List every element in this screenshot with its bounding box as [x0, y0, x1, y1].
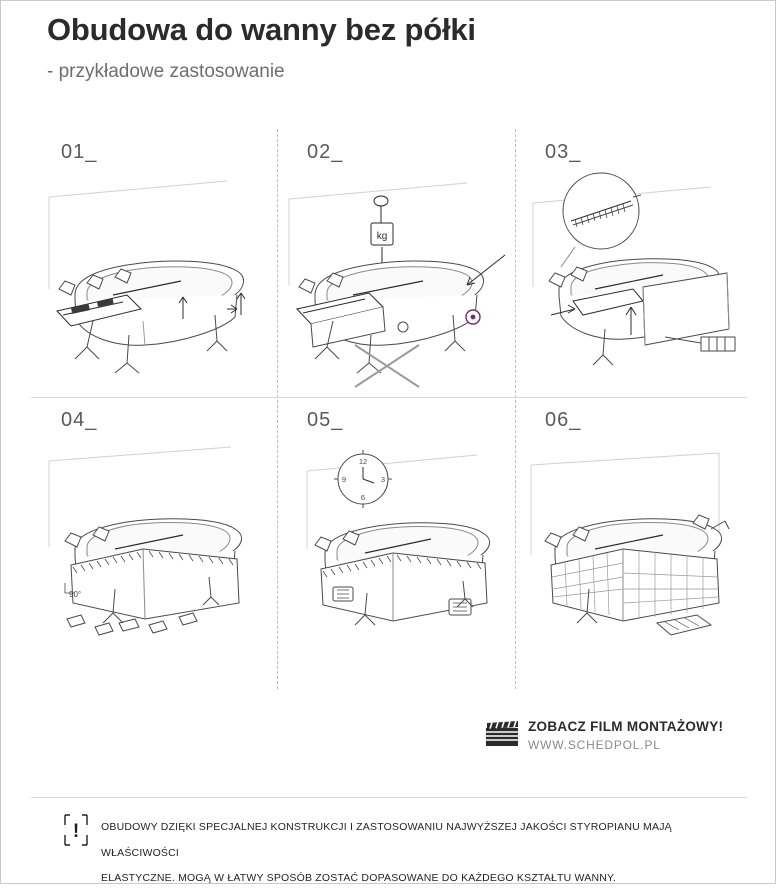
weight-icon — [371, 196, 393, 273]
footer-note-text — [101, 813, 747, 892]
step-number-02: 02_ — [307, 141, 344, 163]
svg-text:90°: 90° — [69, 590, 82, 599]
footer-note-line-1: OBUDOWY DZIĘKI SPECJALNEJ KONSTRUKCJI I ZASTOSOWANIU NAJWYŻSZEJ JAKOŚCI STYROPIANU MAJĄ WŁAŚCIWOŚCI — [101, 821, 672, 859]
footer-note — [63, 813, 747, 892]
page-header — [47, 13, 747, 83]
steps-grid — [31, 129, 747, 689]
step-illustration-02 — [277, 169, 515, 394]
step-cell-04 — [31, 397, 269, 665]
step-cell-01 — [31, 129, 269, 397]
film-clapper-icon — [485, 721, 519, 747]
step-cell-03 — [515, 129, 753, 397]
page-title: Obudowa do wanny bez półki — [47, 12, 476, 47]
clock-icon — [334, 450, 392, 508]
step-number-01: 01_ — [61, 141, 98, 163]
svg-text:kg: kg — [376, 231, 388, 242]
exclamation-icon — [63, 813, 89, 847]
step-cell-05 — [277, 397, 515, 665]
footer-divider — [31, 797, 747, 798]
svg-text:12: 12 — [358, 457, 368, 466]
video-link-url[interactable]: WWW.SCHEDPOL.PL — [528, 738, 661, 752]
step-cell-02 — [277, 129, 515, 397]
svg-text:!: ! — [72, 821, 80, 842]
page-subtitle: - przykładowe zastosowanie — [47, 61, 285, 83]
step-illustration-01 — [31, 169, 269, 394]
step-number-06: 06_ — [545, 409, 582, 431]
step-number-03: 03_ — [545, 141, 582, 163]
detail-zoom-circle — [563, 173, 641, 249]
step-illustration-04 — [31, 437, 269, 662]
step-cell-06 — [515, 397, 753, 665]
video-link-headline: ZOBACZ FILM MONTAŻOWY! — [528, 719, 724, 734]
video-link-block[interactable] — [485, 719, 723, 752]
svg-text:3: 3 — [380, 475, 386, 484]
step-number-04: 04_ — [61, 409, 98, 431]
step-illustration-06 — [515, 437, 753, 662]
svg-text:6: 6 — [360, 493, 366, 502]
video-link-text — [528, 719, 723, 752]
footer-note-line-2: ELASTYCZNE. MOGĄ W ŁATWY SPOSÓB ZOSTAĆ DOPASOWANE DO KAŻDEGO KSZTAŁTU WANNY. — [101, 872, 616, 885]
step-illustration-03 — [515, 169, 753, 394]
step-illustration-05 — [277, 437, 515, 662]
svg-text:9: 9 — [341, 475, 347, 484]
step-number-05: 05_ — [307, 409, 344, 431]
